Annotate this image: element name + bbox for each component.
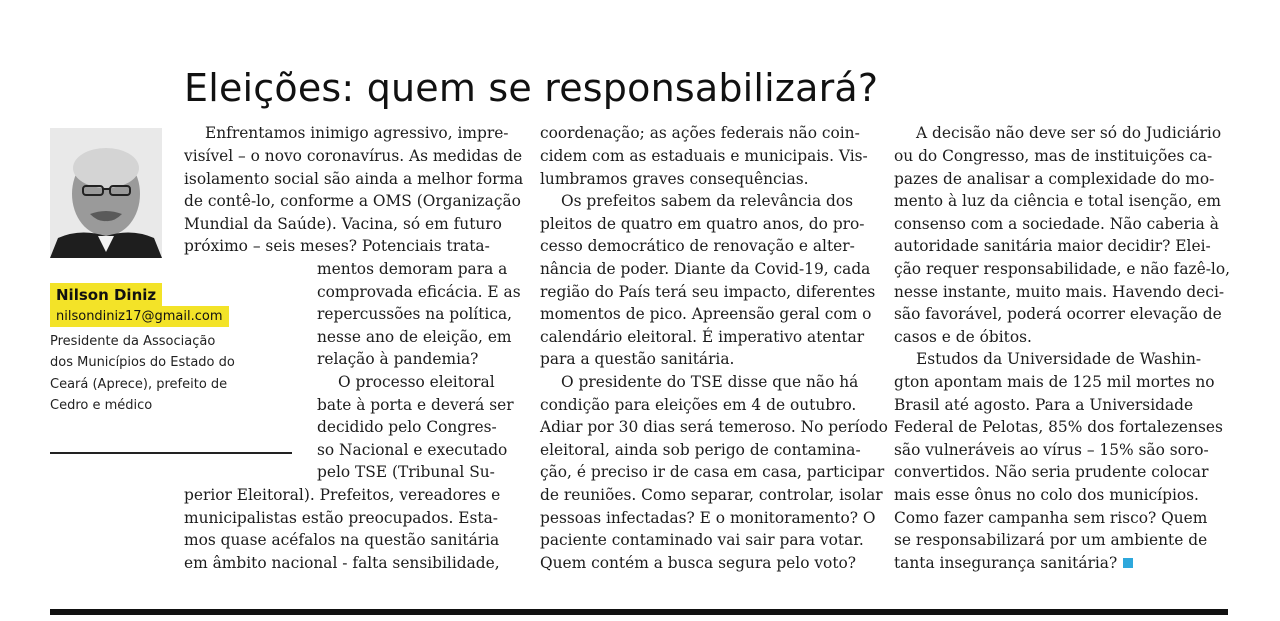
text-line: Estudos da Universidade de Washin- xyxy=(916,350,1202,368)
text-line: convertidos. Não seria prudente colocar xyxy=(894,463,1209,481)
author-name: Nilson Diniz xyxy=(50,283,162,307)
text-line: Como fazer campanha sem risco? Quem xyxy=(894,509,1208,527)
text-line: mos quase acéfalos na questão sanitária xyxy=(184,531,500,549)
text-line: ção requer responsabilidade, e não fazê-lo, xyxy=(894,260,1231,278)
text-line: Adiar por 30 dias será temeroso. No período xyxy=(540,418,888,436)
text-line: Enfrentamos inimigo agressivo, impre- xyxy=(205,124,509,142)
text-line: Quem contém a busca segura pelo voto? xyxy=(540,554,857,572)
text-line: de contê-lo, conforme a OMS (Organização xyxy=(184,192,521,210)
text-line: mento à luz da ciência e total isenção, em xyxy=(894,192,1221,210)
text-line: Os prefeitos sabem da relevância dos xyxy=(561,192,854,210)
text-line: repercussões na política, xyxy=(317,305,513,323)
text-line: municipalistas estão preocupados. Esta- xyxy=(184,509,498,527)
text-line: pelo TSE (Tribunal Su- xyxy=(317,463,495,481)
text-line: nância de poder. Diante da Covid-19, cada xyxy=(540,260,871,278)
text-line: Mundial da Saúde). Vacina, só em futuro xyxy=(184,215,502,233)
author-bio-line: dos Municípios do Estado do xyxy=(50,355,235,371)
text-line: nesse ano de eleição, em xyxy=(317,328,512,346)
text-line: eleitoral, ainda sob perigo de contamina- xyxy=(540,441,861,459)
text-line: condição para eleições em 4 de outubro. xyxy=(540,396,857,414)
text-line: pessoas infectadas? E o monitoramento? O xyxy=(540,509,876,527)
sidebar-divider xyxy=(50,452,292,454)
text-line: bate à porta e deverá ser xyxy=(317,396,514,414)
text-line: cesso democrático de renovação e alter- xyxy=(540,237,855,255)
text-line: decidido pelo Congres- xyxy=(317,418,497,436)
text-line: A decisão não deve ser só do Judiciário xyxy=(916,124,1222,142)
text-line: região do País terá seu impacto, diferentes xyxy=(540,283,876,301)
text-line: mentos demoram para a xyxy=(317,260,508,278)
article-title: Eleições: quem se responsabilizará? xyxy=(184,66,879,110)
author-portrait-image xyxy=(50,128,162,258)
text-line: próximo – seis meses? Potenciais trata- xyxy=(184,237,490,255)
text-line: momentos de pico. Apreensão geral com o xyxy=(540,305,872,323)
text-line: mais esse ônus no colo dos municípios. xyxy=(894,486,1199,504)
text-line: calendário eleitoral. É imperativo atentar xyxy=(540,328,865,346)
text-line: O presidente do TSE disse que não há xyxy=(561,373,859,391)
text-line: gton apontam mais de 125 mil mortes no xyxy=(894,373,1215,391)
author-bio-line: Cedro e médico xyxy=(50,398,153,414)
text-line: paciente contaminado vai sair para votar. xyxy=(540,531,864,549)
text-line: relação à pandemia? xyxy=(317,350,479,368)
author-photo xyxy=(50,128,162,258)
text-line: consenso com a sociedade. Não caberia à xyxy=(894,215,1219,233)
author-bio xyxy=(50,331,255,417)
text-line: são favorável, poderá ocorrer elevação de xyxy=(894,305,1222,323)
text-line: perior Eleitoral). Prefeitos, vereadores e xyxy=(184,486,501,504)
text-line: coordenação; as ações federais não coin- xyxy=(540,124,860,142)
text-line: lumbramos graves consequências. xyxy=(540,170,809,188)
text-line: visível – o novo coronavírus. As medidas de xyxy=(184,147,523,165)
text-line: para a questão sanitária. xyxy=(540,350,735,368)
text-line: casos e de óbitos. xyxy=(894,328,1032,346)
bottom-divider xyxy=(50,609,1228,615)
text-line: isolamento social são ainda a melhor forma xyxy=(184,170,524,188)
text-line: de reuniões. Como separar, controlar, isolar xyxy=(540,486,883,504)
text-line: so Nacional e executado xyxy=(317,441,508,459)
text-line: ou do Congresso, mas de instituições ca- xyxy=(894,147,1213,165)
text-line: em âmbito nacional - falta sensibilidade, xyxy=(184,554,500,572)
end-of-article-square-icon xyxy=(1123,558,1133,568)
text-line xyxy=(894,552,1133,575)
text-line: Federal de Pelotas, 85% dos fortalezenses xyxy=(894,418,1223,436)
text-line: comprovada eficácia. E as xyxy=(317,283,521,301)
text-line: autoridade sanitária maior decidir? Elei- xyxy=(894,237,1211,255)
text-line: ção, é preciso ir de casa em casa, participar xyxy=(540,463,885,481)
text-line: O processo eleitoral xyxy=(338,373,495,391)
text-line: Brasil até agosto. Para a Universidade xyxy=(894,396,1194,414)
author-bio-line: Ceará (Aprece), prefeito de xyxy=(50,376,228,392)
text-line: pazes de analisar a complexidade do mo- xyxy=(894,170,1215,188)
text-line: se responsabilizará por um ambiente de xyxy=(894,531,1208,549)
author-email: nilsondiniz17@gmail.com xyxy=(50,306,229,327)
text-line-content: tanta insegurança sanitária? xyxy=(894,554,1118,572)
text-line: cidem com as estaduais e municipais. Vis- xyxy=(540,147,868,165)
text-line: são vulneráveis ao vírus – 15% são soro- xyxy=(894,441,1209,459)
text-line: pleitos de quatro em quatro anos, do pro- xyxy=(540,215,865,233)
text-line: nesse instante, muito mais. Havendo deci- xyxy=(894,283,1225,301)
author-bio-line: Presidente da Associação xyxy=(50,334,216,349)
